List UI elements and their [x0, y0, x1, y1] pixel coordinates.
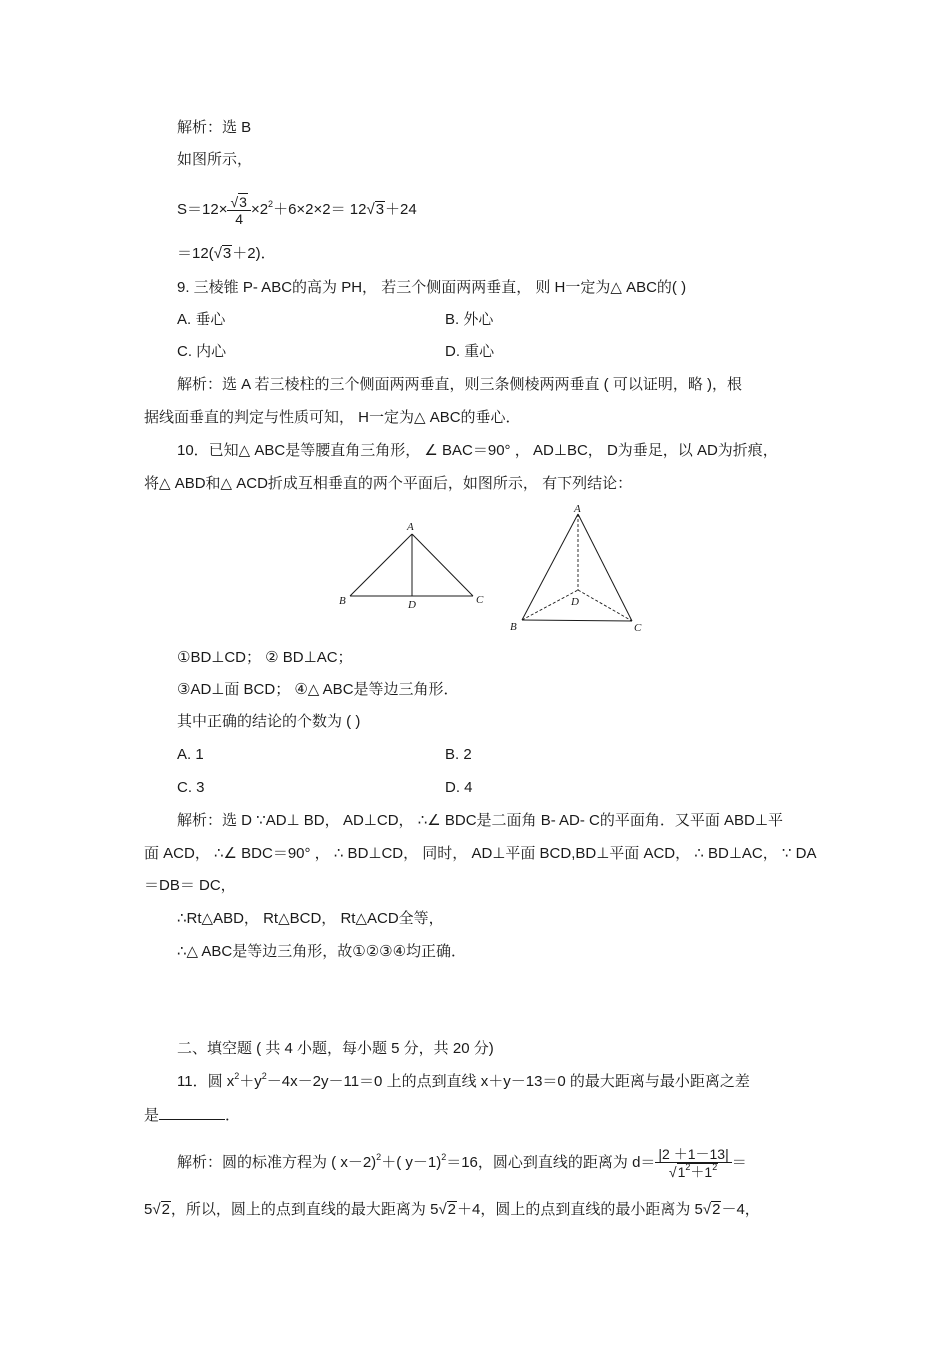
q9-option-d: D. 重心: [445, 343, 495, 360]
label-d: D: [408, 599, 416, 611]
edge-ac: [578, 514, 632, 621]
label-d: D: [571, 596, 579, 608]
edge-bc: [522, 620, 632, 621]
q10-option-d: D. 4: [445, 779, 473, 796]
q10-question: 其中正确的结论的个数为 ( ): [177, 713, 361, 730]
q10-solution-line2: 面 ACD， ∴∠ BDC＝90° ， ∴ BD⊥CD， 同时， AD⊥平面 BCD,BD⊥平面 ACD， ∴ BD⊥AC， ∵ DA: [144, 845, 817, 862]
q10-stem-line1: 10．已知△ ABC是等腰直角三角形， ∠ BAC＝90° ， AD⊥BC， D为垂足，以 AD为折痕，: [177, 442, 778, 459]
label-a: A: [574, 503, 581, 515]
q11-solution-line1: [177, 1146, 747, 1180]
label-a: A: [407, 521, 414, 533]
folded-tetrahedron-diagram: [510, 503, 642, 634]
q9-solution-line1: 解析：选 A 若三棱柱的三个侧面两两垂直，则三条侧棱两两垂直 ( 可以证明，略 )，根: [177, 376, 743, 393]
solution-text: 解析：圆的标准方程为 ( x－2): [177, 1153, 377, 1171]
denominator-text: ＋1: [690, 1164, 713, 1180]
exponent: 2: [268, 198, 274, 209]
numerator: |2 ＋1－13|: [655, 1146, 731, 1163]
q10-solution-line4: ∴Rt△ABD， Rt△BCD， Rt△ACD全等，: [177, 910, 444, 927]
radicand: 2: [161, 1201, 170, 1218]
q11-stem-line2: [144, 1105, 240, 1126]
q9-stem: 9. 三棱锥 P- ABC的高为 PH， 若三个侧面两两垂直， 则 H一定为△ ABC的( ): [177, 279, 687, 296]
sqrt-icon: √: [668, 1164, 677, 1180]
q9-option-c: C. 内心: [177, 343, 227, 360]
solution-text: ＝16，圆心到直线的距离为 d＝: [446, 1153, 656, 1171]
segment-ac: [412, 534, 473, 596]
q8-area-formula: [177, 193, 417, 227]
sqrt-icon: √: [213, 245, 222, 262]
formula-text: ＋6×2×2＝ 12: [273, 200, 367, 218]
q10-conclusions-line1: ①BD⊥CD； ② BD⊥AC；: [177, 649, 353, 666]
radicand: 2: [712, 1201, 721, 1218]
exponent: 2: [712, 1162, 718, 1172]
solution-text: ＋( y－1): [381, 1153, 442, 1171]
q9-option-b: B. 外心: [445, 311, 494, 328]
answer-blank[interactable]: [159, 1105, 225, 1120]
exponent: 2: [234, 1071, 240, 1081]
sqrt-icon: √: [230, 194, 239, 210]
q11-stem-line1: [177, 1072, 750, 1092]
solution-text: －4，: [721, 1201, 760, 1218]
sqrt-icon: √: [438, 1201, 447, 1218]
q10-conclusions-line2: ③AD⊥面 BCD； ④△ ABC是等边三角形．: [177, 681, 459, 698]
q10-solution-line3: ＝DB＝ DC，: [144, 877, 236, 894]
q8-solution-answer: 解析：选 B: [177, 119, 252, 136]
radicand: 3: [239, 194, 247, 210]
sqrt-icon: √: [152, 1201, 161, 1218]
distance-fraction: [655, 1146, 731, 1180]
formula-text: ＋2)．: [232, 245, 276, 262]
q10-solution-line5: ∴△ ABC是等边三角形，故①②③④均正确．: [177, 943, 467, 960]
label-c: C: [634, 622, 642, 634]
q10-option-c: C. 3: [177, 779, 205, 796]
exponent: 2: [376, 1151, 382, 1162]
denominator-text: 1: [677, 1164, 686, 1180]
label-c: C: [476, 594, 484, 606]
q9-solution-line2: 据线面垂直的判定与性质可知， H一定为△ ABC的垂心．: [144, 409, 521, 426]
q11-solution-line2: [144, 1200, 760, 1220]
solution-text: ，所以，圆上的点到直线的最大距离为 5: [170, 1201, 439, 1218]
formula-text: ×2: [250, 200, 269, 218]
q9-option-a: A. 垂心: [177, 311, 226, 328]
q8-result: [177, 244, 276, 264]
radicand: [677, 1163, 719, 1180]
stem-text: ＋y: [239, 1073, 262, 1090]
formula-text: ＋24: [385, 200, 417, 218]
q10-solution-line1: 解析：选 D ∵AD⊥ BD， AD⊥CD， ∴∠ BDC是二面角 B- AD- C的平面角．又平面 ABD⊥平: [177, 812, 783, 829]
formula-text: S＝12×: [177, 200, 228, 218]
solution-text: ＝: [731, 1153, 747, 1171]
radicand: 3: [222, 245, 232, 262]
stem-text: 是: [144, 1107, 160, 1124]
solution-text: ＋4，圆上的点到直线的最小距离为 5: [457, 1201, 703, 1218]
exponent: 2: [441, 1151, 447, 1162]
stem-text: －4x－2y－11＝0 上的点到直线 x＋y－13＝0 的最大距离与最小距离之差: [266, 1073, 750, 1090]
denominator: 4: [235, 211, 244, 227]
q10-figure: [330, 500, 660, 640]
segment-ab: [350, 534, 412, 596]
q8-solution-line: 如图所示，: [177, 151, 253, 168]
radicand: 2: [447, 1201, 457, 1218]
q10-option-a: A. 1: [177, 746, 204, 763]
solution-text: 5: [144, 1201, 153, 1218]
sqrt-icon: √: [366, 200, 375, 218]
label-b: B: [510, 621, 517, 633]
q10-option-b: B. 2: [445, 746, 472, 763]
edge-ab: [522, 514, 578, 620]
label-b: B: [339, 595, 346, 607]
fraction: [227, 193, 250, 227]
sqrt-icon: √: [702, 1201, 712, 1218]
stem-text: 11．圆 x: [177, 1073, 235, 1090]
radicand: 3: [375, 200, 385, 218]
exponent: 2: [261, 1071, 267, 1081]
section-title: 二、填空题 ( 共 4 小题，每小题 5 分，共 20 分): [177, 1040, 494, 1057]
formula-text: ＝12(: [177, 245, 214, 262]
flat-triangle-diagram: [339, 521, 484, 611]
q10-stem-line2: 将△ ABD和△ ACD折成互相垂直的两个平面后，如图所示， 有下列结论：: [144, 475, 633, 492]
exponent: 2: [685, 1162, 691, 1172]
stem-text: ．: [225, 1107, 241, 1124]
